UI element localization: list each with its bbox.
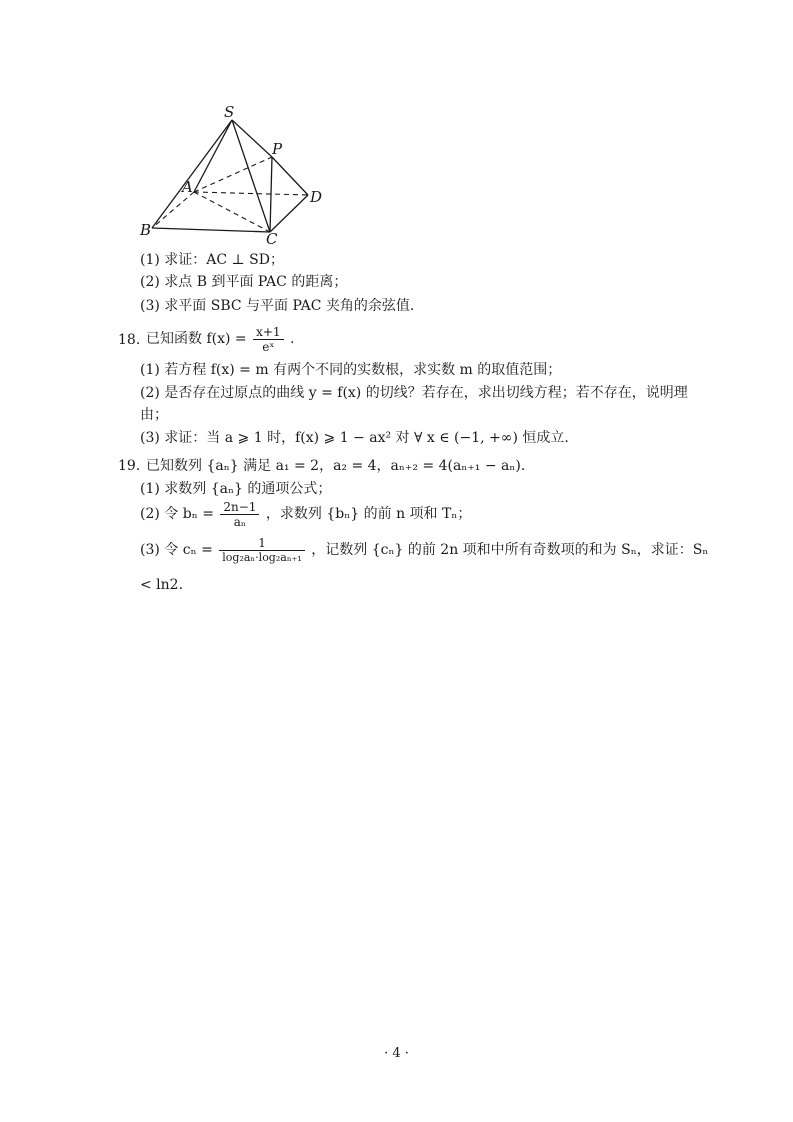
q17-part1: (1) 求证：AC ⊥ SD； [140,252,284,268]
edge-AB-dashed [152,192,194,228]
q18-frac-denominator: eˣ [262,339,275,354]
q19-part3-fraction [219,536,305,565]
q18-number: 18. [118,332,141,348]
q19-part3-suffix: ，记数列 {cₙ} 的前 2n 项和中所有奇数项的和为 Sₙ，求证：Sₙ [311,542,709,558]
q19-number: 19. [118,458,141,474]
q17-part3: (3) 求平面 SBC 与平面 PAC 夹角的余弦值. [140,298,415,314]
q19-part3 [140,533,708,567]
q19-part2 [140,497,471,531]
q18-stem-suffix: . [290,331,295,347]
page-number: · 4 · [384,1046,409,1061]
q19-part2-frac-numerator: 2n−1 [220,500,259,515]
q19-part2-suffix: ，求数列 {bₙ} 的前 n 项和 Tₙ； [265,506,472,522]
q18-part3: (3) 求证：当 a ⩾ 1 时，f(x) ⩾ 1 − ax² 对 ∀ x ∈ (−1, +∞) 恒成立. [140,430,569,446]
vertex-label-P: P [272,140,283,158]
vertex-label-B: B [140,221,152,239]
edge-AD-dashed [194,192,308,195]
edge-AP-dashed [194,157,272,192]
vertex-label-D: D [310,188,323,206]
edge-SB [152,120,232,228]
pyramid-figure [0,95,793,355]
q18-frac-numerator: x+1 [253,325,283,340]
q19-part3-prefix: (3) 令 cₙ = [140,542,213,558]
vertex-label-S: S [224,103,235,121]
q18-fraction [253,325,283,354]
q19-part3-frac-numerator: 1 [219,536,305,551]
q18-stem-prefix: 已知函数 f(x) = [146,331,247,347]
q19-part1: (1) 求数列 {aₙ} 的通项公式； [140,481,332,497]
q18-part1: (1) 若方程 f(x) = m 有两个不同的实数根，求实数 m 的取值范围； [140,362,562,378]
vertex-label-A: A [182,178,193,196]
q19-part2-frac-denominator: aₙ [233,514,247,529]
q19-stem: 已知数列 {aₙ} 满足 a₁ = 2，a₂ = 4，aₙ₊₂ = 4(aₙ₊₁ − aₙ). [146,458,526,474]
vertex-label-C: C [266,230,278,248]
q19-part3-frac-denominator: log₂aₙ·log₂aₙ₊₁ [222,550,302,564]
edge-BC [152,228,270,232]
q19-part2-fraction [220,500,259,529]
edge-SA [194,120,232,192]
q17-part2: (2) 求点 B 到平面 PAC 的距离； [140,274,348,290]
edge-PD [272,157,308,195]
q19-part2-prefix: (2) 令 bₙ = [140,506,214,522]
q18-stem [146,322,294,356]
q18-part2-cont: 由； [140,407,168,423]
q18-part2: (2) 是否存在过原点的曲线 y = f(x) 的切线？若存在，求出切线方程；若不存在，说明理 [140,385,688,401]
q19-part3-cont: < ln2. [140,577,184,593]
edge-CD [270,195,308,232]
